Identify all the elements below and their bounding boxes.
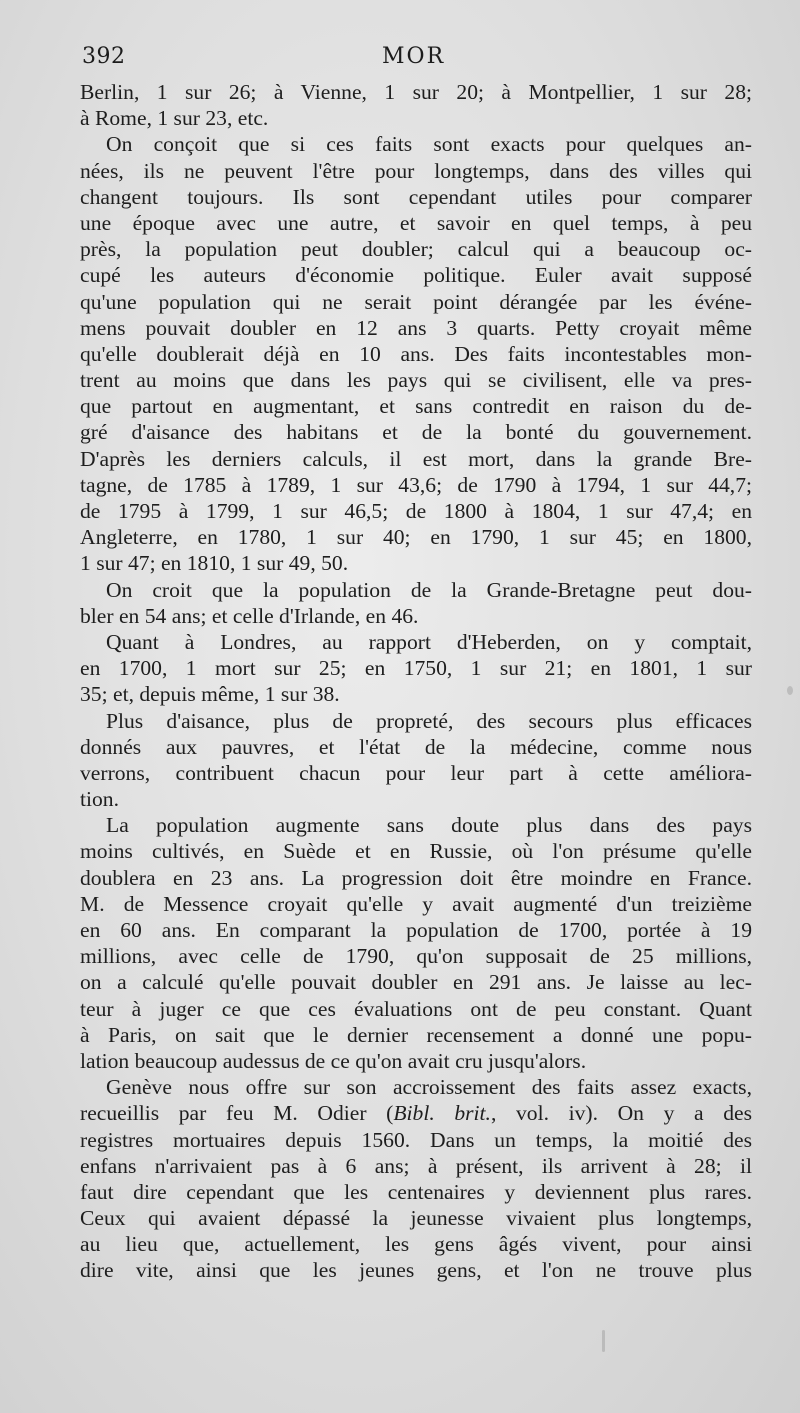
text-line: Genève nous offre sur son accroissement des faits assez exacts,: [106, 1075, 752, 1100]
text-line: au lieu que, actuellement, les gens âgés vivent, pour ainsi: [80, 1232, 752, 1257]
running-head: MOR: [382, 44, 446, 69]
text-line: dire vite, ainsi que les jeunes gens, et l'on ne trouve plus: [80, 1258, 752, 1283]
text-segment: recueillis par feu M. Odier (: [80, 1101, 394, 1126]
text-line: nées, ils ne peuvent l'être pour longtemps, dans des villes qui: [80, 158, 752, 183]
text-line: Quant à Londres, au rapport d'Heberden, on y comptait,: [106, 629, 752, 654]
text-line: trent au moins que dans les pays qui se civilisent, elle va pres-: [80, 368, 752, 393]
text-line: bler en 54 ans; et celle d'Irlande, en 46.: [80, 603, 419, 628]
text-line: cupé les auteurs d'économie politique. Euler avait supposé: [80, 263, 752, 288]
text-line: donnés aux pauvres, et l'état de la médecine, comme nous: [80, 734, 752, 759]
text-line: une époque avec une autre, et savoir en quel temps, à peu: [80, 210, 752, 235]
text-line: mens pouvait doubler en 12 ans 3 quarts. Petty croyait même: [80, 315, 752, 340]
text-line: 35; et, depuis même, 1 sur 38.: [80, 682, 340, 707]
text-line: enfans n'arrivaient pas à 6 ans; à présent, ils arrivent à 28; il: [80, 1153, 752, 1178]
text-line: teur à juger ce que ces évaluations ont de peu constant. Quant: [80, 996, 752, 1021]
text-line: 1 sur 47; en 1810, 1 sur 49, 50.: [80, 551, 349, 576]
text-line: près, la population peut doubler; calcul qui a beaucoup oc-: [80, 237, 752, 262]
text-line: changent toujours. Ils sont cependant utiles pour comparer: [80, 184, 752, 209]
text-line: qu'elle doublerait déjà en 10 ans. Des faits incontestables mon-: [80, 341, 752, 366]
text-line: La population augmente sans doute plus dans des pays: [106, 813, 752, 838]
text-line: millions, avec celle de 1790, qu'on supposait de 25 millions,: [80, 944, 752, 969]
text-line: en 60 ans. En comparant la population de 1700, portée à 19: [80, 918, 752, 942]
ink-spot: [787, 686, 793, 695]
text-line: verrons, contribuent chacun pour leur part à cette améliora-: [80, 760, 752, 785]
text-line: lation beaucoup audessus de ce qu'on avait cru jusqu'alors.: [80, 1048, 587, 1073]
text-line: en 1700, 1 mort sur 25; en 1750, 1 sur 21; en 1801, 1 sur: [80, 656, 752, 681]
text-line: tion.: [80, 787, 119, 812]
text-line: tagne, de 1785 à 1789, 1 sur 43,6; de 1790 à 1794, 1 sur 44,7;: [80, 472, 752, 497]
text-line: registres mortuaires depuis 1560. Dans un temps, la moitié des: [80, 1127, 752, 1152]
text-line: gré d'aisance des habitans et de la bonté du gouvernement.: [80, 420, 752, 445]
text-line: [80, 1100, 752, 1126]
text-line: Angleterre, en 1780, 1 sur 40; en 1790, 1 sur 45; en 1800,: [80, 525, 752, 550]
text-line: à Rome, 1 sur 23, etc.: [80, 106, 269, 131]
text-line: Plus d'aisance, plus de propreté, des secours plus efficaces: [106, 708, 752, 733]
body-text: [80, 79, 752, 1284]
text-line: qu'une population qui ne serait point dérangée par les événe-: [80, 289, 752, 314]
text-line: doublera en 23 ans. La progression doit être moindre en France.: [80, 865, 752, 890]
text-line: D'après les derniers calculs, il est mort, dans la grande Bre-: [80, 446, 752, 471]
text-line: Berlin, 1 sur 26; à Vienne, 1 sur 20; à Montpellier, 1 sur 28;: [80, 80, 752, 104]
ink-mark: [602, 1330, 605, 1352]
text-line: M. de Messence croyait qu'elle y avait augmenté d'un treizième: [80, 891, 752, 916]
text-segment: , vol. iv). On y a des: [490, 1101, 752, 1126]
text-line: moins cultivés, en Suède et en Russie, où l'on présume qu'elle: [80, 839, 752, 864]
text-line: faut dire cependant que les centenaires y deviennent plus rares.: [80, 1179, 752, 1204]
page-header: [82, 44, 770, 80]
text-line: que partout en augmentant, et sans contredit en raison du de-: [80, 394, 752, 419]
text-line: à Paris, on sait que le dernier recensement a donné une popu-: [80, 1022, 752, 1047]
text-line: de 1795 à 1799, 1 sur 46,5; de 1800 à 1804, 1 sur 47,4; en: [80, 499, 752, 523]
text-line: Ceux qui avaient dépassé la jeunesse vivaient plus longtemps,: [80, 1206, 752, 1231]
text-line: On croit que la population de la Grande-Bretagne peut dou-: [106, 577, 752, 602]
italic-reference: Bibl. brit.: [393, 1101, 491, 1126]
text-line: on a calculé qu'elle pouvait doubler en 291 ans. Je laisse au lec-: [80, 970, 752, 995]
page-number: 392: [82, 44, 126, 69]
text-line: On conçoit que si ces faits sont exacts pour quelques an-: [106, 132, 752, 157]
